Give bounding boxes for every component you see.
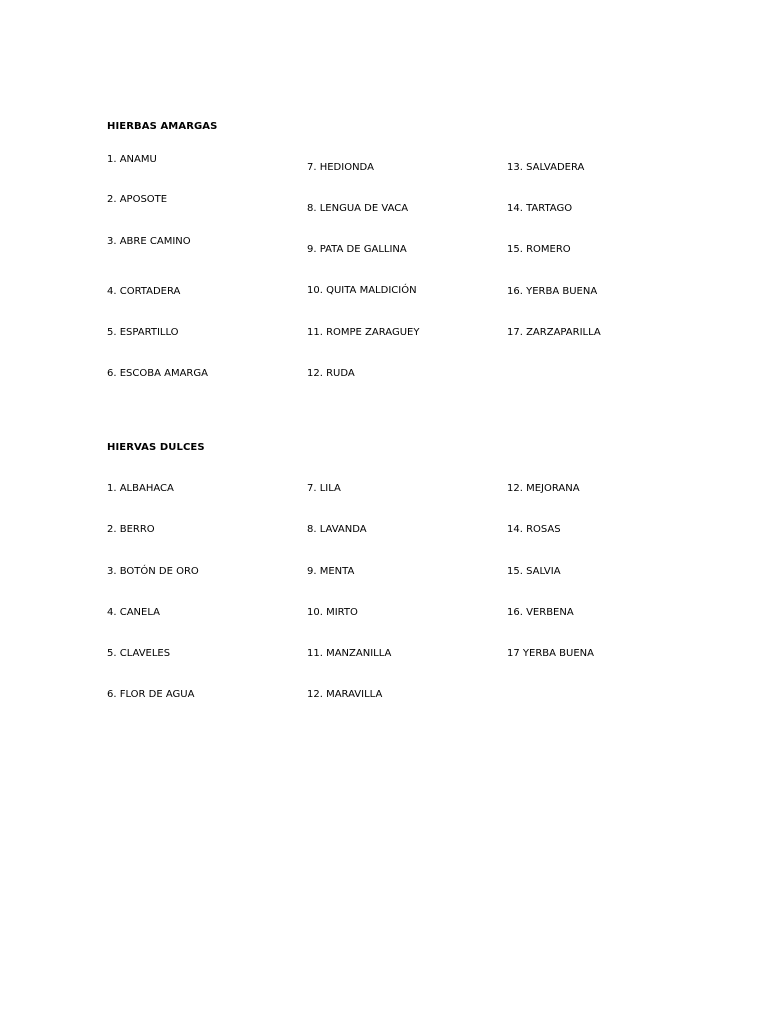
list-item: 14. ROSAS (507, 524, 561, 535)
list-item: 5. CLAVELES (107, 648, 171, 659)
list-item: 13. SALVADERA (507, 162, 585, 173)
list-item: 17 YERBA BUENA (507, 648, 594, 659)
list-item: 15. SALVIA (507, 566, 561, 577)
list-item: 3. BOTÓN DE ORO (107, 566, 199, 577)
list-item: 4. CORTADERA (107, 286, 181, 297)
list-item: 11. MANZANILLA (307, 648, 392, 659)
list-item: 8. LAVANDA (307, 524, 367, 535)
list-item: 11. ROMPE ZARAGUEY (307, 327, 420, 338)
list-item: 5. ESPARTILLO (107, 327, 179, 338)
section-heading-hiervas-dulces: HIERVAS DULCES (107, 442, 205, 453)
list-item: 12. MEJORANA (507, 483, 580, 494)
list-item: 16. YERBA BUENA (507, 286, 598, 297)
list-item: 6. ESCOBA AMARGA (107, 368, 208, 379)
list-item: 15. ROMERO (507, 244, 571, 255)
list-item: 9. PATA DE GALLINA (307, 244, 407, 255)
list-item: 1. ALBAHACA (107, 483, 174, 494)
list-item: 7. HEDIONDA (307, 162, 374, 173)
list-item: 12. MARAVILLA (307, 689, 383, 700)
list-item: 14. TARTAGO (507, 203, 573, 214)
list-item: 7. LILA (307, 483, 341, 494)
list-item: 2. BERRO (107, 524, 155, 535)
list-item: 2. APOSOTE (107, 194, 168, 205)
list-item: 8. LENGUA DE VACA (307, 203, 409, 214)
list-item: 6. FLOR DE AGUA (107, 689, 195, 700)
section-heading-hierbas-amargas: HIERBAS AMARGAS (107, 121, 218, 132)
list-item: 4. CANELA (107, 607, 160, 618)
list-item: 12. RUDA (307, 368, 355, 379)
list-item: 9. MENTA (307, 566, 355, 577)
list-item: 16. VERBENA (507, 607, 574, 618)
list-item: 1. ANAMU (107, 154, 157, 165)
list-item: 17. ZARZAPARILLA (507, 327, 601, 338)
list-item: 10. MIRTO (307, 607, 358, 618)
list-item: 3. ABRE CAMINO (107, 236, 191, 247)
list-item: 10. QUITA MALDICIÓN (307, 285, 417, 296)
